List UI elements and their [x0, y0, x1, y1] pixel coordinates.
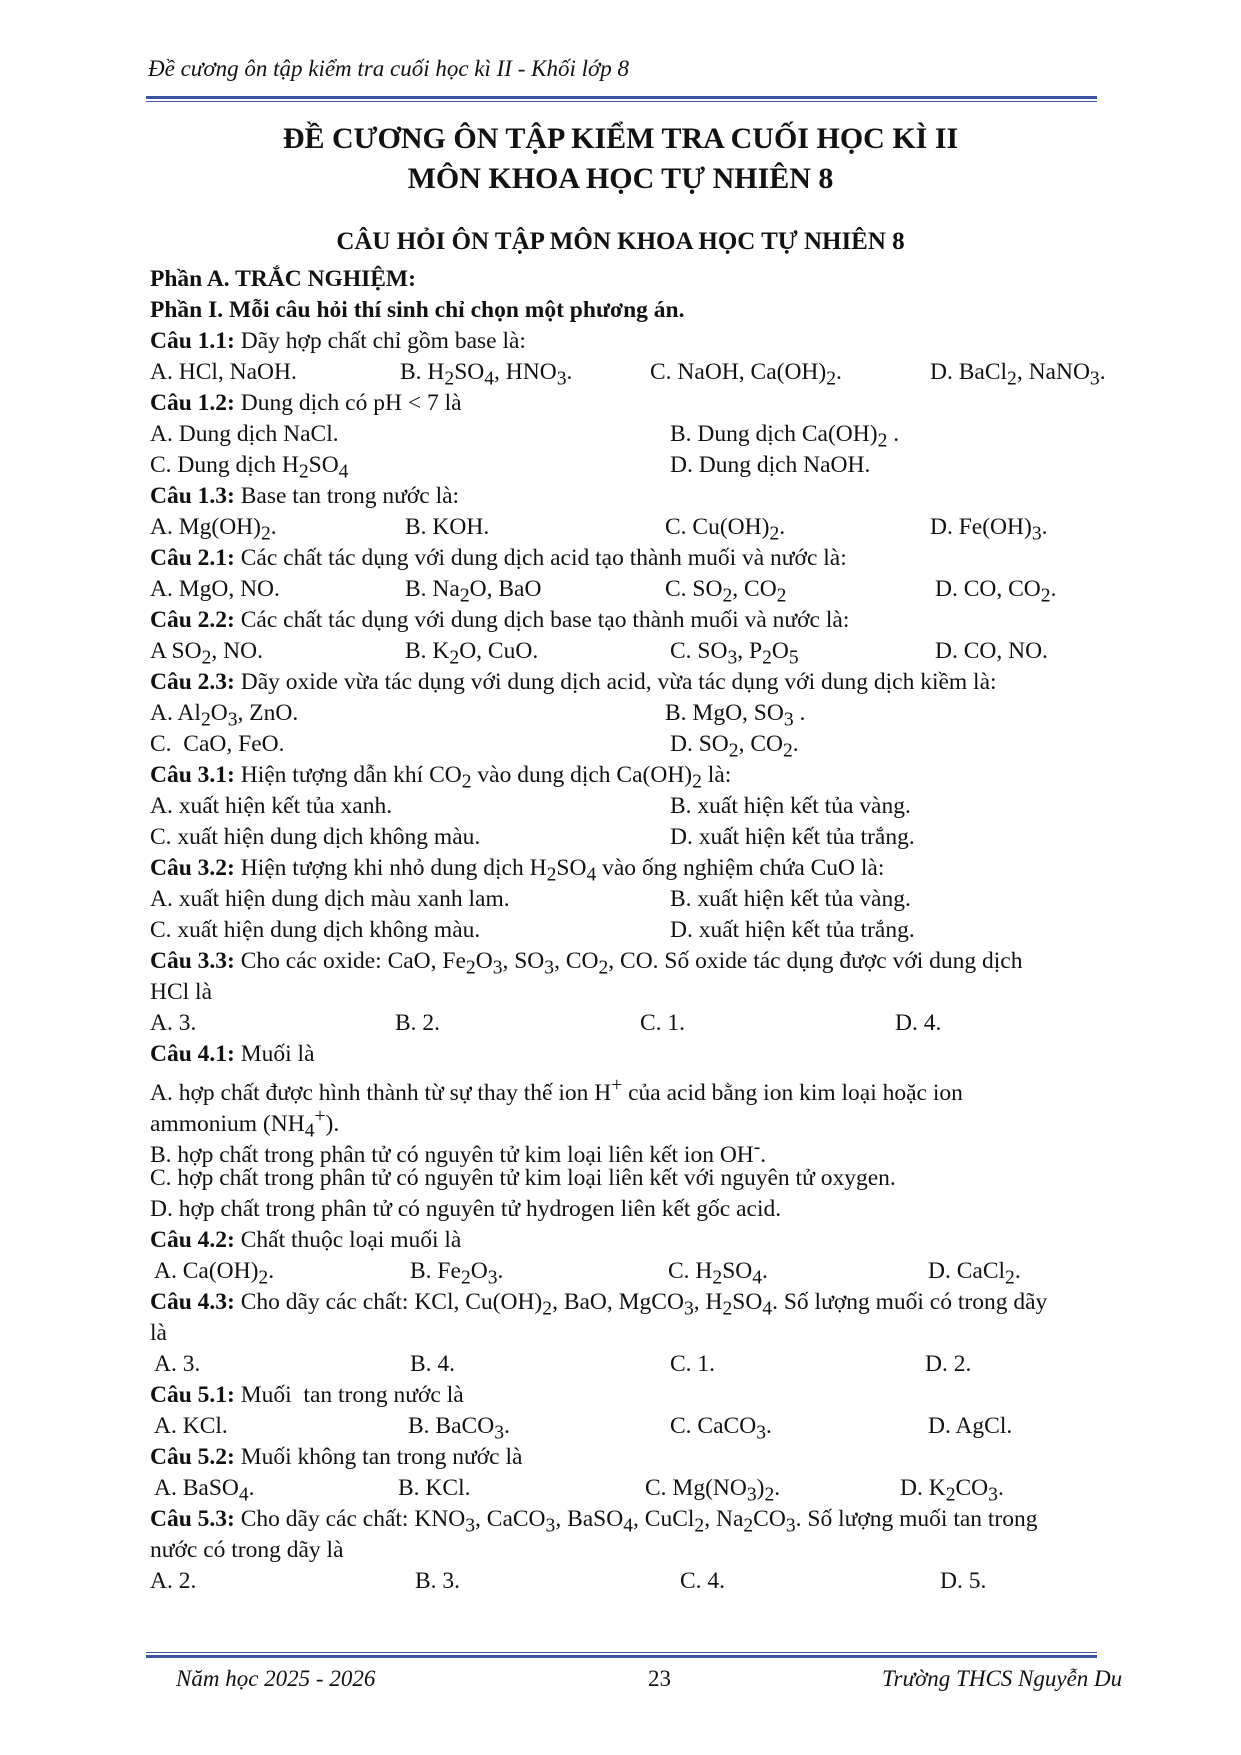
header-rule-thin: [146, 101, 1097, 102]
options-1-3: A. $Mg(OH)_2$. B. KOH. C. $Cu(OH)_2$. D. $Fe(OH)_3$.: [150, 514, 1048, 545]
page-number: 23: [648, 1666, 671, 1691]
question-1-3: Câu 1.3: Base tan trong nước là:: [150, 483, 460, 509]
options-3-1b: C. xuất hiện dung dịch không màu. D. xuất hiện kết tủa trắng.: [150, 824, 915, 850]
options-4-2: A. $Ca(OH)_2$. B. $Fe_2O_3$. C. $H_2SO_4$. D. CaCl$_2$.: [154, 1258, 1021, 1289]
question-5-1: Câu 5.1: Muối tan trong nước là: [150, 1382, 464, 1408]
question-2-3: Câu 2.3: Dãy oxide vừa tác dụng với dung dịch acid, vừa tác dụng với dung dịch kiềm là:: [150, 669, 997, 695]
part-a-heading: Phần A. TRẮC NGHIỆM:: [150, 266, 416, 292]
options-1-2a: A. Dung dịch NaCl. B. Dung dịch $Ca(OH)_2$ .: [150, 421, 900, 452]
question-3-3: Câu 3.3: Cho các oxide: CaO, $Fe_2O_3$, $SO_3$, $CO_2$, CO. Số oxide tác dụng được với dung dịch: [150, 948, 1023, 979]
question-4-3: Câu 4.3: Cho dãy các chất: KCl, $Cu(OH)_2$, BaO, MgCO$_3$, $H_2SO_4$. Số lượng muối có trong dãy: [150, 1289, 1048, 1320]
option-4-1-c: C. hợp chất trong phân tử có nguyên tử kim loại liên kết với nguyên tử oxygen.: [150, 1165, 896, 1191]
section-title: CÂU HỎI ÔN TẬP MÔN KHOA HỌC TỰ NHIÊN 8: [336, 228, 905, 255]
question-4-1: Câu 4.1: Muối là: [150, 1041, 315, 1067]
option-4-1-d: D. hợp chất trong phân tử có nguyên tử hydrogen liên kết gốc acid.: [150, 1196, 782, 1222]
options-3-3: A. 3. B. 2. C. 1. D. 4.: [150, 1010, 942, 1036]
question-5-3-cont: nước có trong dãy là: [150, 1537, 344, 1563]
question-3-1: Câu 3.1: Hiện tượng dẫn khí $CO_2$ vào dung dịch $Ca(OH)_2$ là:: [150, 762, 732, 793]
part-1-heading: Phần I. Mỗi câu hỏi thí sinh chỉ chọn một phương án.: [150, 297, 685, 323]
question-2-1: Câu 2.1: Các chất tác dụng với dung dịch acid tạo thành muối và nước là:: [150, 545, 847, 571]
question-3-3-cont: HCl là: [150, 979, 213, 1005]
question-5-3: Câu 5.3: Cho dãy các chất: $KNO_3$, CaCO$_3$, BaSO$_4$, CuCl$_2$, $Na_2CO_3$. Số lượng muối tan trong: [150, 1506, 1038, 1537]
document-title: ĐỀ CƯƠNG ÔN TẬP KIỂM TRA CUỐI HỌC KÌ II: [282, 122, 959, 155]
options-5-2: A. BaSO$_4$. B. KCl. C. $Mg(NO_3)_2$. D. $K_2CO_3$.: [154, 1475, 1004, 1506]
page-header: Đề cương ôn tập kiểm tra cuối học kì II - Khối lớp 8: [148, 56, 630, 81]
question-2-2: Câu 2.2: Các chất tác dụng với dung dịch base tạo thành muối và nước là:: [150, 607, 850, 633]
footer-rule: [146, 1655, 1097, 1658]
option-4-1-b: B. hợp chất trong phân tử có nguyên tử kim loại liên kết ion OH-.: [150, 1137, 767, 1168]
footer-year: Năm học 2025 - 2026: [176, 1666, 376, 1691]
question-5-2: Câu 5.2: Muối không tan trong nước là: [150, 1444, 523, 1470]
footer-school: Trường THCS Nguyễn Du: [882, 1666, 1123, 1691]
question-4-2: Câu 4.2: Chất thuộc loại muối là: [150, 1227, 462, 1253]
footer-rule-thin: [146, 1652, 1097, 1653]
options-1-2b: C. Dung dịch $H_2SO_4$ D. Dung dịch NaOH.: [150, 452, 871, 483]
document-subtitle: MÔN KHOA HỌC TỰ NHIÊN 8: [407, 162, 834, 195]
options-2-1: A. MgO, NO. B. $Na_2O$, BaO C. $SO_2$, $CO_2$ D. CO, $CO_2$.: [150, 576, 1057, 607]
option-4-1-a-cont: ammonium $(NH_4^+)$.: [150, 1106, 340, 1142]
question-1-2: Câu 1.2: Dung dịch có pH < 7 là: [150, 390, 462, 416]
options-4-3: A. 3. B. 4. C. 1. D. 2.: [154, 1351, 972, 1377]
options-3-2b: C. xuất hiện dung dịch không màu. D. xuất hiện kết tủa trắng.: [150, 917, 915, 943]
options-2-2: A $SO_2$, NO. B. $K_2O$, CuO. C. $SO_3$, $P_2O_5$ D. CO, NO.: [150, 638, 1048, 669]
options-3-1a: A. xuất hiện kết tủa xanh. B. xuất hiện kết tủa vàng.: [150, 793, 911, 819]
options-5-1: A. KCl. B. BaCO$_3$. C. CaCO$_3$. D. AgCl.: [154, 1413, 1013, 1444]
options-3-2a: A. xuất hiện dung dịch màu xanh lam. B. xuất hiện kết tủa vàng.: [150, 886, 911, 912]
options-1-1: A. HCl, NaOH. B. $H_2SO_4$, $HNO_3$. C. NaOH, $Ca(OH)_2$. D. BaCl$_2$, NaNO$_3$.: [150, 359, 1106, 390]
question-3-2: Câu 3.2: Hiện tượng khi nhỏ dung dịch $H_2SO_4$ vào ống nghiệm chứa CuO là:: [150, 855, 885, 886]
option-4-1-a: A. hợp chất được hình thành từ sự thay thế ion H+ của acid bằng ion kim loại hoặc ion: [150, 1075, 963, 1106]
question-4-3-cont: là: [150, 1320, 167, 1346]
options-2-3a: A. $Al_2O_3$, ZnO. B. MgO, $SO_3$ .: [150, 700, 806, 731]
question-1-1: Câu 1.1: Dãy hợp chất chỉ gồm base là:: [150, 328, 526, 354]
header-rule: [146, 96, 1097, 99]
options-2-3b: C. CaO, FeO. D. $SO_2$, $CO_2$.: [150, 731, 799, 762]
options-5-3: A. 2. B. 3. C. 4. D. 5.: [150, 1568, 987, 1594]
question-content: [150, 264, 1150, 1597]
